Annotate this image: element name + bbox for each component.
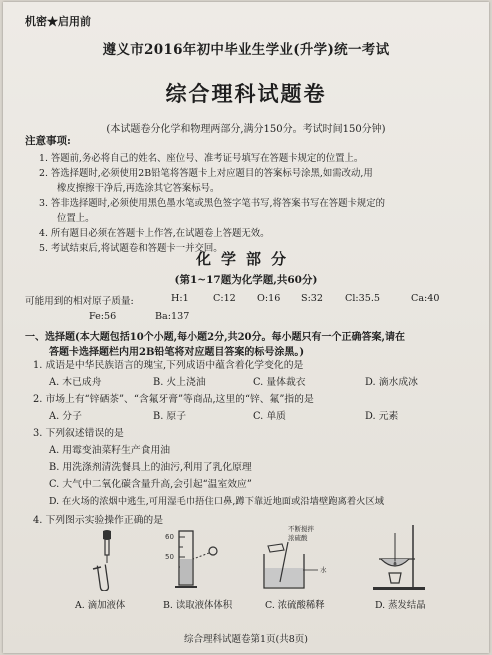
dropper-figure (73, 529, 143, 591)
exam-title: 遵义市2016年初中毕业生学业(升学)统一考试 (102, 42, 390, 58)
figure-caption: A. 滴加液体 (75, 600, 126, 611)
paper-title: 综合理科试题卷 (165, 82, 327, 106)
note-line: 位置上。 (57, 213, 95, 224)
note-line: 2. 答选择题时,必须使用2B铅笔将答题卡上对应题目的答案标号涂黑,如需改动,用 (39, 168, 373, 179)
figure-caption: D. 蒸发结晶 (375, 600, 426, 611)
figure-caption: C. 浓硫酸稀释 (265, 600, 325, 611)
note-line: 4. 所有题目必须在答题卡上作答,在试题卷上答题无效。 (39, 228, 270, 239)
note-line: 5. 考试结束后,将试题卷和答题卡一并交回。 (39, 243, 223, 254)
question-stem: 1. 成语是中华民族语言的瑰宝,下列成语中蕴含着化学变化的是 (33, 360, 304, 371)
cylinder-scale-50: 50 (165, 553, 174, 561)
atomic-mass: S:32 (301, 293, 324, 304)
question-option: B. 用洗涤剂清洗餐具上的油污,利用了乳化原理 (49, 462, 252, 473)
page-footer: 综合理科试题卷第1页(共8页) (183, 634, 308, 645)
note-line: 3. 答非选择题时,必须使用黑色墨水笔或黑色签字笔书写,将答案书写在答题卡规定的 (39, 198, 386, 209)
question-stem: 2. 市场上有“锌硒茶”、“含氟牙膏”等商品,这里的“锌、氟”指的是 (33, 394, 314, 405)
question-option: B. 原子 (153, 411, 187, 422)
section-one-heading-cont: 答题卡选择题栏内用2B铅笔将对应题目答案的标号涂黑。) (49, 347, 305, 358)
question-option: D. 元素 (365, 411, 399, 422)
question-option: D. 在火场的浓烟中逃生,可用湿毛巾捂住口鼻,蹲下靠近地面或沿墙壁跑离着火区域 (49, 496, 385, 507)
note-line: 1. 答题前,务必将自己的姓名、座位号、准考证号填写在答题卡规定的位置上。 (39, 153, 364, 164)
acid-label: 浓硫酸 (288, 534, 308, 542)
confidential-mark: 机密★启用前 (25, 15, 91, 28)
figure-caption: B. 读取液体体积 (163, 600, 233, 611)
question-option: C. 大气中二氧化碳含量升高,会引起“温室效应” (49, 479, 252, 490)
question-stem: 4. 下列图示实验操作正确的是 (33, 515, 164, 526)
atomic-mass: Fe:56 (89, 311, 117, 322)
atomic-mass: C:12 (213, 293, 236, 304)
evaporation-figure (359, 523, 439, 593)
stir-label: 不断搅拌 (288, 525, 314, 533)
atomic-mass: O:16 (257, 293, 281, 304)
section-one-heading: 一、选择题(本大题包括10个小题,每小题2分,共20分。每小题只有一个正确答案,请在 (25, 332, 405, 343)
cylinder-figure (163, 529, 233, 591)
question-option: D. 滴水成冰 (365, 377, 418, 388)
water-label: 水 (320, 566, 327, 574)
atomic-mass: H:1 (171, 293, 189, 304)
question-stem: 3. 下列叙述错误的是 (33, 428, 124, 439)
question-option: B. 火上浇油 (153, 377, 206, 388)
question-option: A. 分子 (49, 411, 82, 422)
exam-sheet (3, 2, 489, 653)
dilution-figure (258, 524, 338, 592)
note-line: 橡皮擦擦干净后,再选涂其它答案标号。 (57, 183, 220, 194)
cylinder-scale-60: 60 (165, 533, 174, 541)
paper-intro: (本试题卷分化学和物理两部分,满分150分。考试时间150分钟) (106, 124, 386, 135)
atomic-mass: Cl:35.5 (345, 293, 381, 304)
atomic-mass: Ba:137 (155, 311, 190, 322)
question-option: A. 木已成舟 (49, 377, 102, 388)
atomic-mass-label: 可能用到的相对原子质量: (25, 296, 134, 307)
atomic-mass: Ca:40 (411, 293, 440, 304)
chem-section-subtitle: (第1~17题为化学题,共60分) (174, 274, 318, 286)
question-option: A. 用霉变油菜籽生产食用油 (49, 445, 171, 456)
question-option: C. 量体裁衣 (253, 377, 306, 388)
chem-section-title: 化学部分 (195, 250, 296, 268)
question-option: C. 单质 (253, 411, 286, 422)
notes-heading: 注意事项: (25, 135, 71, 147)
